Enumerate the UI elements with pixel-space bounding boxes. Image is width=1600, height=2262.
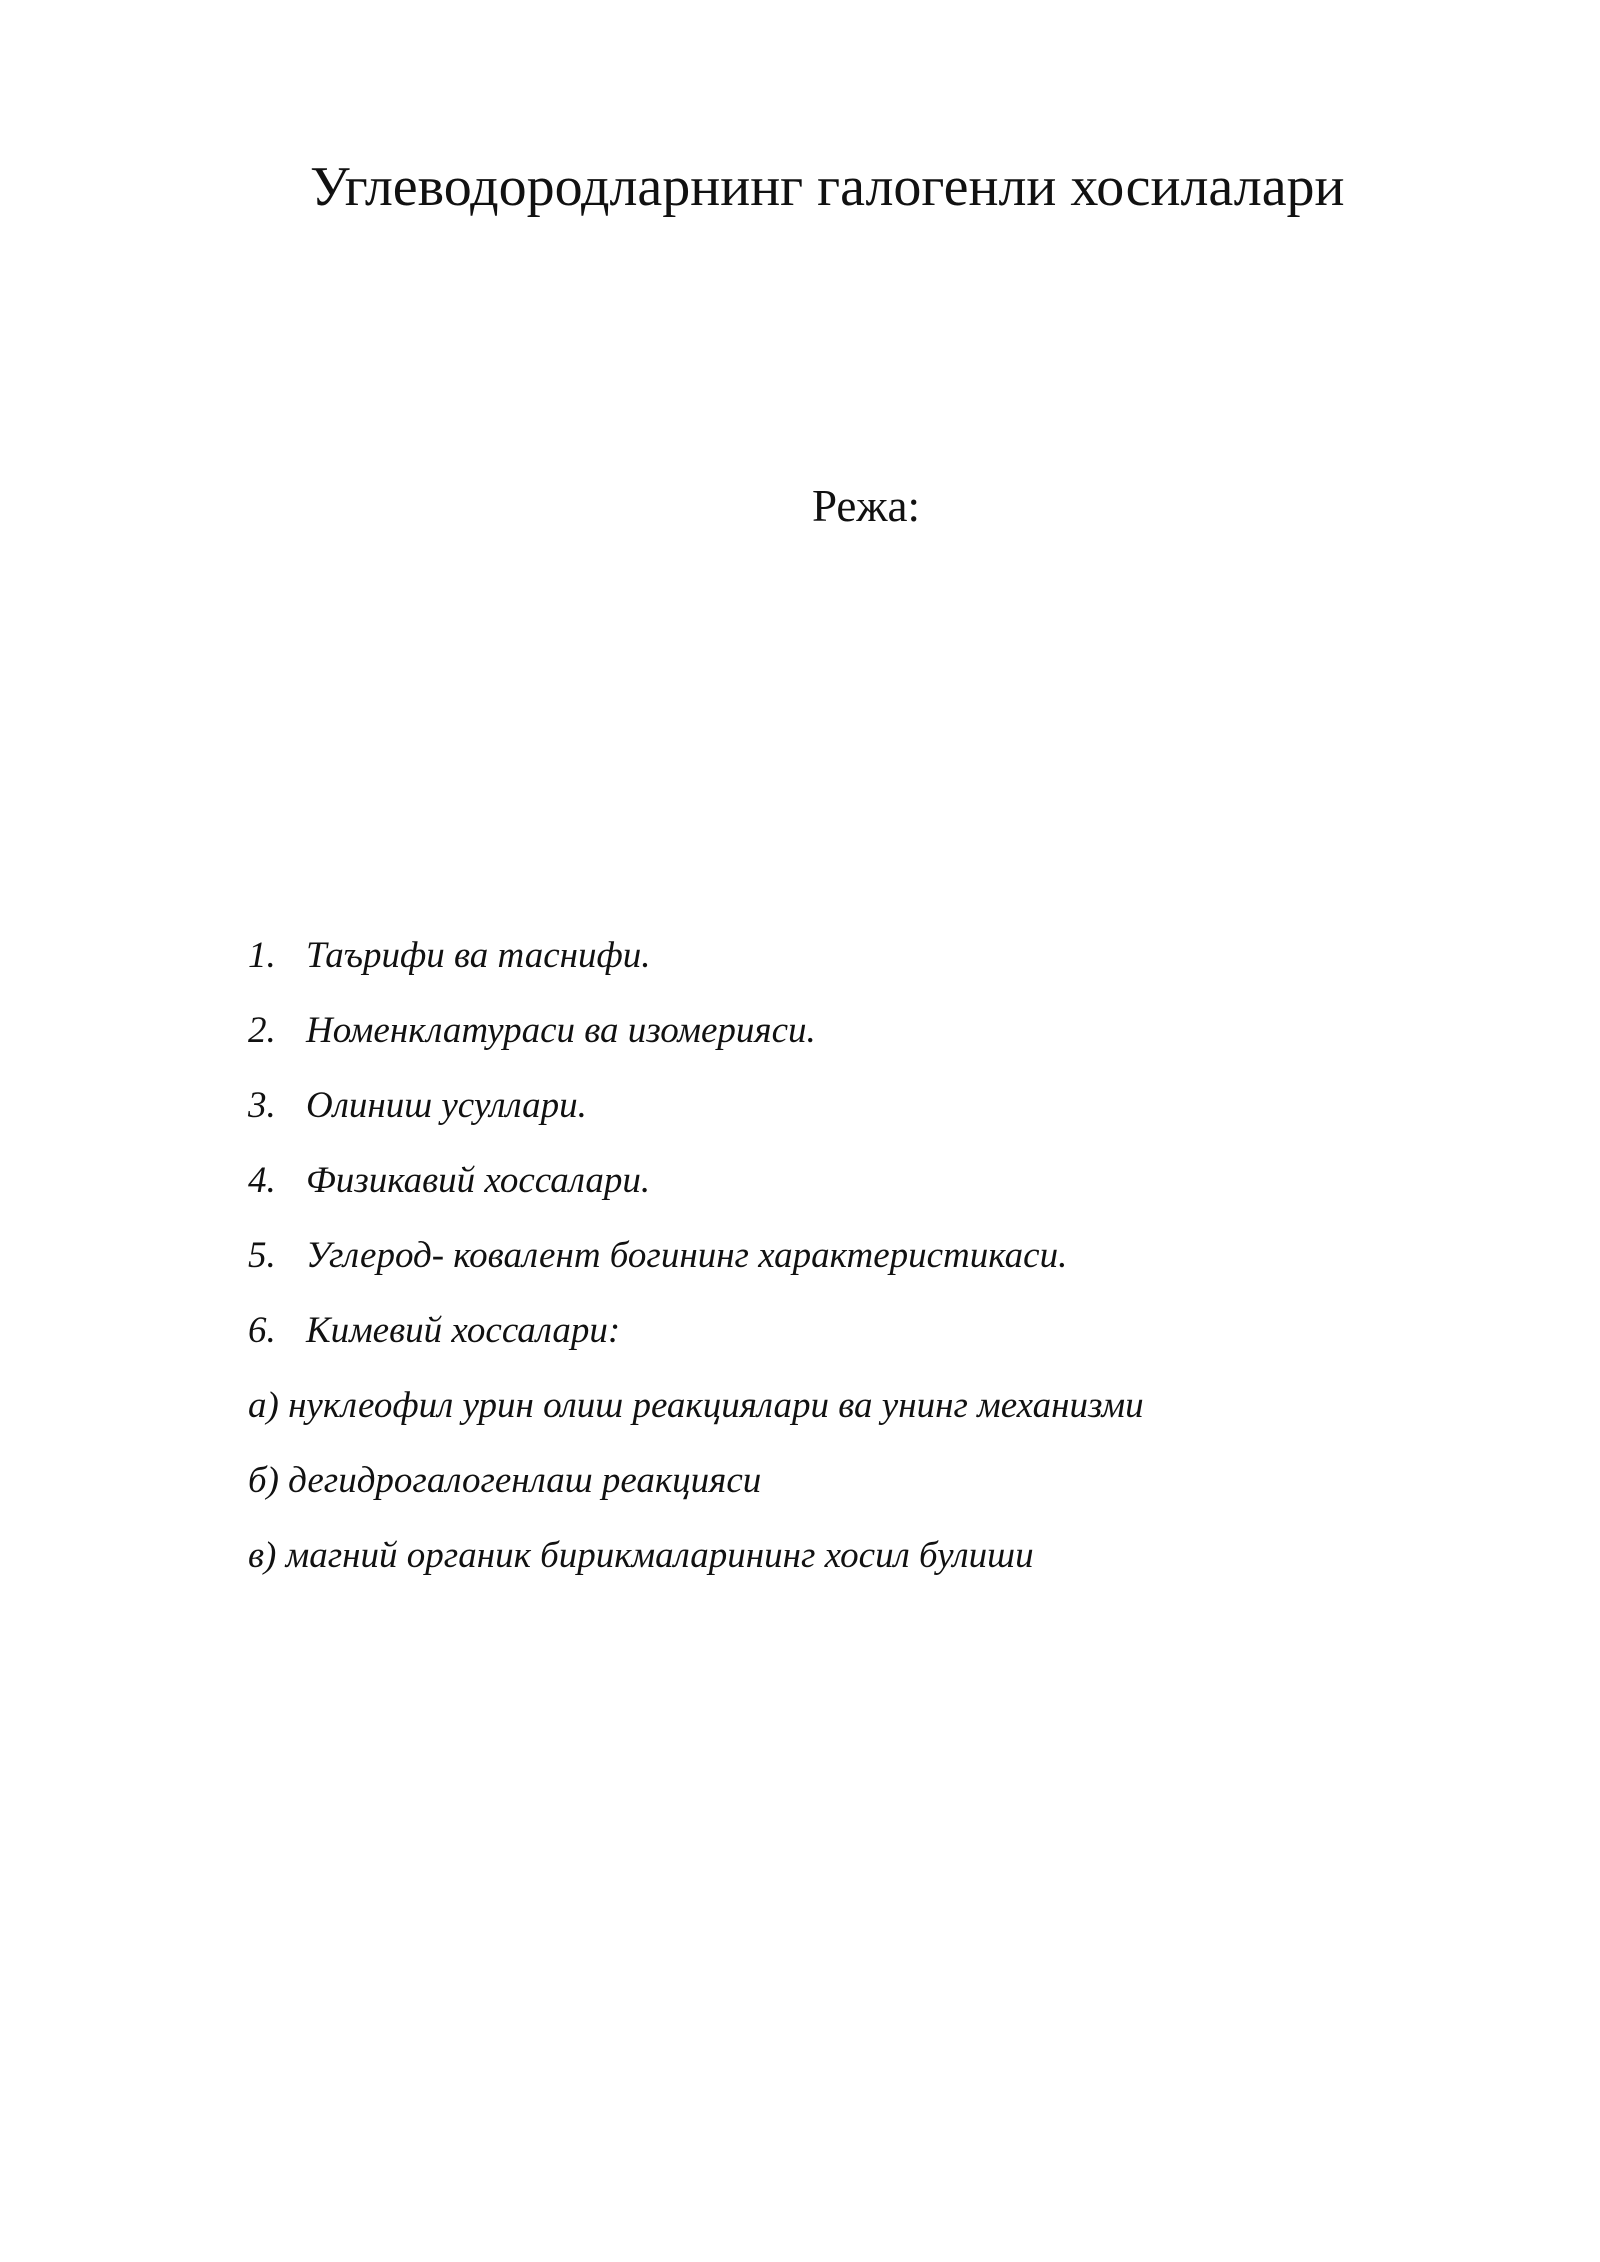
plan-heading: Режа: [812, 481, 920, 531]
plan-item-5 [248, 1228, 1144, 1303]
item-text: Номенклатураси ва изомерияси. [306, 1010, 816, 1051]
item-text: Углерод- ковалент богининг характеристикаси. [306, 1235, 1068, 1276]
plan-item-2 [248, 1003, 1144, 1078]
item-number: 3. [248, 1085, 276, 1126]
item-number: 6. [248, 1310, 276, 1351]
plan-item-6 [248, 1303, 1144, 1378]
subitem-text: б) дегидрогалогенлаш реакцияси [248, 1460, 762, 1501]
item-text: Кимевий хоссалари: [306, 1310, 621, 1351]
subitem-text: а) нуклеофил урин олиш реакциялари ва унинг механизми [248, 1385, 1144, 1426]
plan-item-1 [248, 928, 1144, 1003]
item-number: 4. [248, 1160, 276, 1201]
plan-subitem-a [248, 1378, 1144, 1453]
plan-list [248, 928, 1144, 1603]
item-text: Олиниш усуллари. [306, 1085, 587, 1126]
item-number: 1. [248, 935, 276, 976]
item-number: 2. [248, 1010, 276, 1051]
plan-subitem-b [248, 1453, 1144, 1528]
plan-item-3 [248, 1078, 1144, 1153]
document-title: Углеводородларнинг галогенли хосилалари [310, 156, 1345, 218]
subitem-text: в) магний органик бирикмаларининг хосил булиши [248, 1535, 1034, 1576]
item-text: Таърифи ва таснифи. [306, 935, 651, 976]
item-text: Физикавий хоссалари. [306, 1160, 651, 1201]
plan-item-4 [248, 1153, 1144, 1228]
plan-subitem-v [248, 1528, 1144, 1603]
item-number: 5. [248, 1235, 276, 1276]
